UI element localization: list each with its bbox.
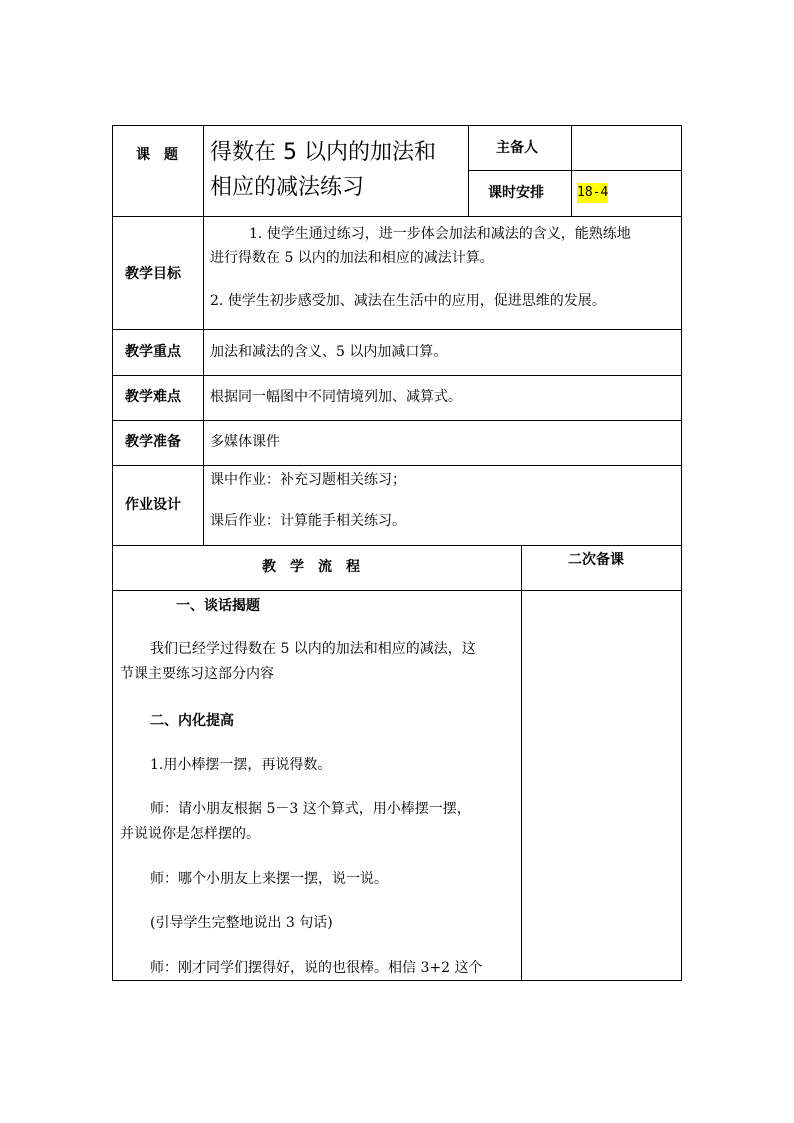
homework-line1: 课中作业：补充习题相关练习；: [210, 472, 406, 488]
preparation-value: 多媒体课件: [210, 434, 280, 450]
second-prep-header: 二次备课: [568, 552, 624, 568]
table-rule-homework: [112, 465, 682, 466]
homework-label: 作业设计: [125, 497, 181, 513]
table-border-left: [112, 125, 113, 981]
lesson-title-line2: 相应的减法练习: [210, 175, 365, 200]
process-header: 教 学 流 程: [262, 559, 360, 575]
schedule-label: 课时安排: [488, 185, 544, 201]
objectives-line1: 1. 使学生通过练习，进一步体会加法和减法的含义，能熟练地: [249, 226, 631, 242]
process-paragraph1-line2: 节课主要练习这部分内容: [120, 666, 274, 682]
schedule-value: 18-4: [577, 183, 608, 203]
process-paragraph3: 师：哪个小朋友上来摆一摆，说一说。: [150, 871, 388, 887]
process-paragraph2-line1: 师：请小朋友根据 5－3 这个算式，用小棒摆一摆，: [150, 801, 471, 817]
difficulties-label: 教学难点: [125, 389, 181, 405]
section2-title: 二、内化提高: [150, 713, 234, 729]
table-rule-objectives: [112, 216, 682, 217]
table-rule-keypoints: [112, 329, 682, 330]
objectives-label: 教学目标: [125, 266, 181, 282]
process-paragraph1-line1: 我们已经学过得数在 5 以内的加法和相应的减法，这: [150, 641, 476, 657]
table-rule-preparation: [112, 420, 682, 421]
difficulties-value: 根据同一幅图中不同情境列加、减算式。: [210, 389, 462, 405]
lesson-title-line1: 得数在 5 以内的加法和: [210, 140, 436, 165]
subject-label: 课 题: [136, 147, 178, 163]
table-rule-schedule: [468, 170, 682, 171]
table-rule-difficulties: [112, 375, 682, 376]
preparation-label: 教学准备: [125, 434, 181, 450]
process-paragraph5: 师：刚才同学们摆得好，说的也很棒。相信 3+2 这个: [150, 960, 483, 976]
table-rule-label-column: [203, 125, 204, 546]
table-rule-meta-column: [571, 125, 572, 217]
keypoints-value: 加法和减法的含义、5 以内加减口算。: [210, 344, 448, 360]
objectives-line3: 2. 使学生初步感受加、减法在生活中的应用，促进思维的发展。: [210, 293, 606, 309]
preparer-label: 主备人: [496, 140, 538, 156]
objectives-line2: 进行得数在 5 以内的加法和相应的减法计算。: [210, 250, 494, 266]
section1-title: 一、谈话揭题: [176, 598, 260, 614]
process-paragraph4: (引导学生完整地说出 3 句话): [150, 915, 333, 931]
keypoints-label: 教学重点: [125, 344, 181, 360]
table-border-right: [681, 125, 682, 981]
table-border-bottom: [112, 980, 682, 981]
table-rule-process-header: [112, 590, 682, 591]
homework-line2: 课后作业：计算能手相关练习。: [210, 513, 406, 529]
table-rule-title-column: [468, 125, 469, 217]
table-rule-process: [112, 545, 682, 546]
table-border-top: [112, 125, 682, 126]
process-item1: 1.用小棒摆一摆，再说得数。: [150, 757, 332, 773]
table-rule-side-column: [521, 545, 522, 981]
process-paragraph2-line2: 并说说你是怎样摆的。: [120, 826, 260, 842]
